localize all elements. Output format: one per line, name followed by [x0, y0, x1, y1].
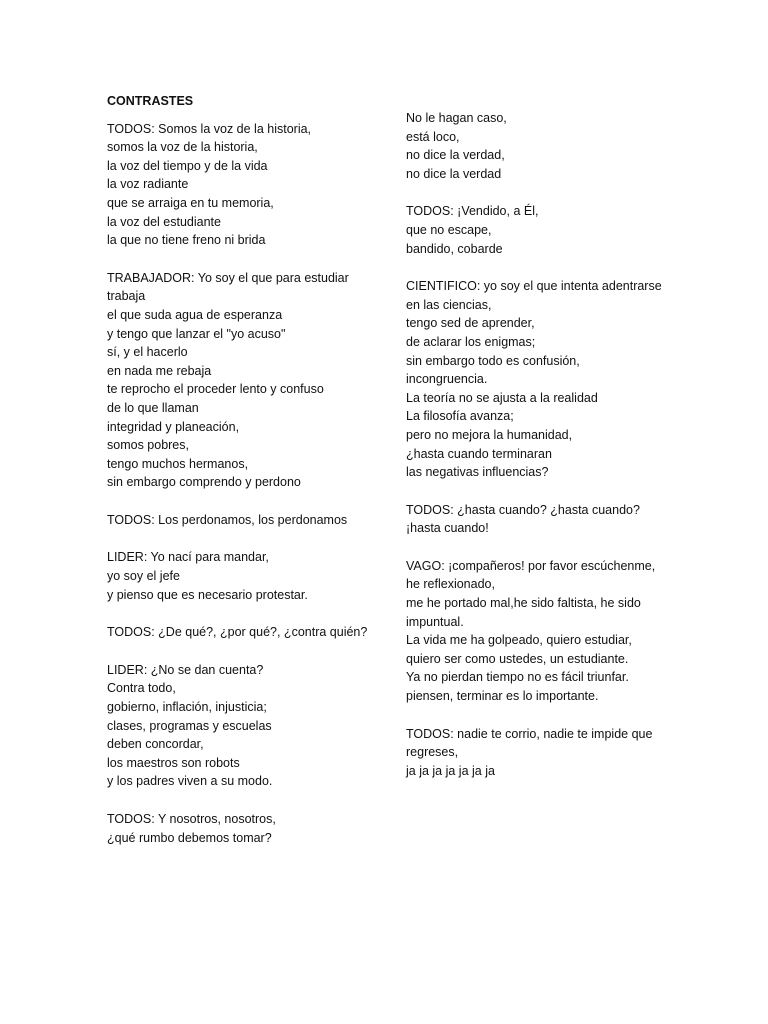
verse-line: ¡hasta cuando! — [406, 521, 489, 536]
left-stanzas — [107, 120, 392, 848]
verse-line: quiero ser como ustedes, un estudiante. — [406, 651, 629, 666]
verse-line: Ya no pierdan tiempo no es fácil triunfar. — [406, 670, 629, 685]
verse-line: ja ja ja ja ja ja ja — [406, 763, 495, 778]
stanza — [406, 725, 706, 781]
verse-line: Contra todo, — [107, 681, 176, 696]
verse-line: TODOS: nadie te corrio, nadie te impide que — [406, 726, 653, 741]
verse-line: en las ciencias, — [406, 297, 492, 312]
stanza — [406, 557, 706, 706]
stanza — [406, 277, 706, 482]
stanza — [107, 120, 392, 250]
verse-line: CIENTIFICO: yo soy el que intenta adentrarse — [406, 279, 662, 294]
verse-line: La filosofía avanza; — [406, 409, 514, 424]
stanza — [107, 548, 392, 604]
stanza — [406, 202, 706, 258]
verse-line: VAGO: ¡compañeros! por favor escúchenme, — [406, 558, 656, 573]
verse-line: el que suda agua de esperanza — [107, 307, 283, 322]
verse-line: TRABAJADOR: Yo soy el que para estudiar — [107, 270, 349, 285]
verse-line: de aclarar los enigmas; — [406, 334, 536, 349]
stanza — [107, 511, 392, 530]
document-title: CONTRASTES — [107, 94, 194, 108]
verse-line: la voz radiante — [107, 177, 189, 192]
verse-line: y tengo que lanzar el "yo acuso" — [107, 326, 286, 341]
verse-line: deben concordar, — [107, 737, 204, 752]
stanza — [107, 269, 392, 492]
stanza — [107, 810, 392, 847]
verse-line: TODOS: Y nosotros, nosotros, — [107, 812, 276, 826]
verse-line: los maestros son robots — [107, 755, 240, 770]
verse-line: regreses, — [406, 745, 459, 760]
verse-line: las negativas influencias? — [406, 465, 549, 480]
verse-line: la voz del estudiante — [107, 214, 221, 229]
verse-line: bandido, cobarde — [406, 241, 503, 256]
verse-line: TODOS: ¿hasta cuando? ¿hasta cuando? — [406, 502, 640, 517]
verse-line: incongruencia. — [406, 372, 488, 387]
verse-line: somos pobres, — [107, 438, 189, 453]
verse-line: somos la voz de la historia, — [107, 140, 258, 155]
verse-line: gobierno, inflación, injusticia; — [107, 700, 267, 715]
verse-line: LIDER: ¿No se dan cuenta? — [107, 662, 264, 677]
verse-line: TODOS: Somos la voz de la historia, — [107, 121, 312, 136]
verse-line: tengo muchos hermanos, — [107, 456, 249, 471]
stanza — [107, 623, 392, 642]
verse-line: te reprocho el proceder lento y confuso — [107, 382, 324, 397]
verse-line: no dice la verdad — [406, 166, 502, 181]
verse-line: está loco, — [406, 129, 460, 144]
verse-line: piensen, terminar es lo importante. — [406, 689, 599, 704]
verse-line: TODOS: Los perdonamos, los perdonamos — [107, 512, 348, 527]
verse-line: integridad y planeación, — [107, 419, 240, 434]
left-column — [107, 92, 392, 866]
verse-line: que se arraiga en tu memoria, — [107, 195, 274, 210]
right-stanzas — [406, 109, 706, 780]
verse-line: la voz del tiempo y de la vida — [107, 158, 268, 173]
verse-line: no dice la verdad, — [406, 148, 505, 163]
verse-line: y pienso que es necesario protestar. — [107, 587, 308, 602]
verse-line: clases, programas y escuelas — [107, 718, 272, 733]
verse-line: de lo que llaman — [107, 400, 199, 415]
verse-line: que no escape, — [406, 222, 492, 237]
verse-line: La teoría no se ajusta a la realidad — [406, 390, 598, 405]
verse-line: No le hagan caso, — [406, 111, 507, 125]
verse-line: ¿hasta cuando terminaran — [406, 446, 552, 461]
stanza — [406, 501, 706, 538]
verse-line: en nada me rebaja — [107, 363, 212, 378]
verse-line: tengo sed de aprender, — [406, 316, 535, 331]
verse-line: he reflexionado, — [406, 577, 495, 592]
stanza — [107, 661, 392, 791]
verse-line: sin embargo todo es confusión, — [406, 353, 580, 368]
verse-line: trabaja — [107, 289, 146, 304]
verse-line: sin embargo comprendo y perdono — [107, 475, 301, 490]
verse-line: me he portado mal,he sido faltista, he sido — [406, 596, 641, 611]
verse-line: pero no mejora la humanidad, — [406, 427, 573, 442]
verse-line: yo soy el jefe — [107, 569, 180, 584]
verse-line: La vida me ha golpeado, quiero estudiar, — [406, 633, 632, 648]
verse-line: ¿qué rumbo debemos tomar? — [107, 830, 272, 845]
verse-line: impuntual. — [406, 614, 464, 629]
right-column — [406, 109, 706, 799]
verse-line: LIDER: Yo nací para mandar, — [107, 550, 269, 565]
verse-line: sí, y el hacerlo — [107, 345, 188, 360]
verse-line: y los padres viven a su modo. — [107, 774, 273, 789]
verse-line: TODOS: ¿De qué?, ¿por qué?, ¿contra quién? — [107, 625, 368, 640]
stanza — [406, 109, 706, 183]
verse-line: la que no tiene freno ni brida — [107, 233, 266, 248]
verse-line: TODOS: ¡Vendido, a Él, — [406, 204, 539, 219]
